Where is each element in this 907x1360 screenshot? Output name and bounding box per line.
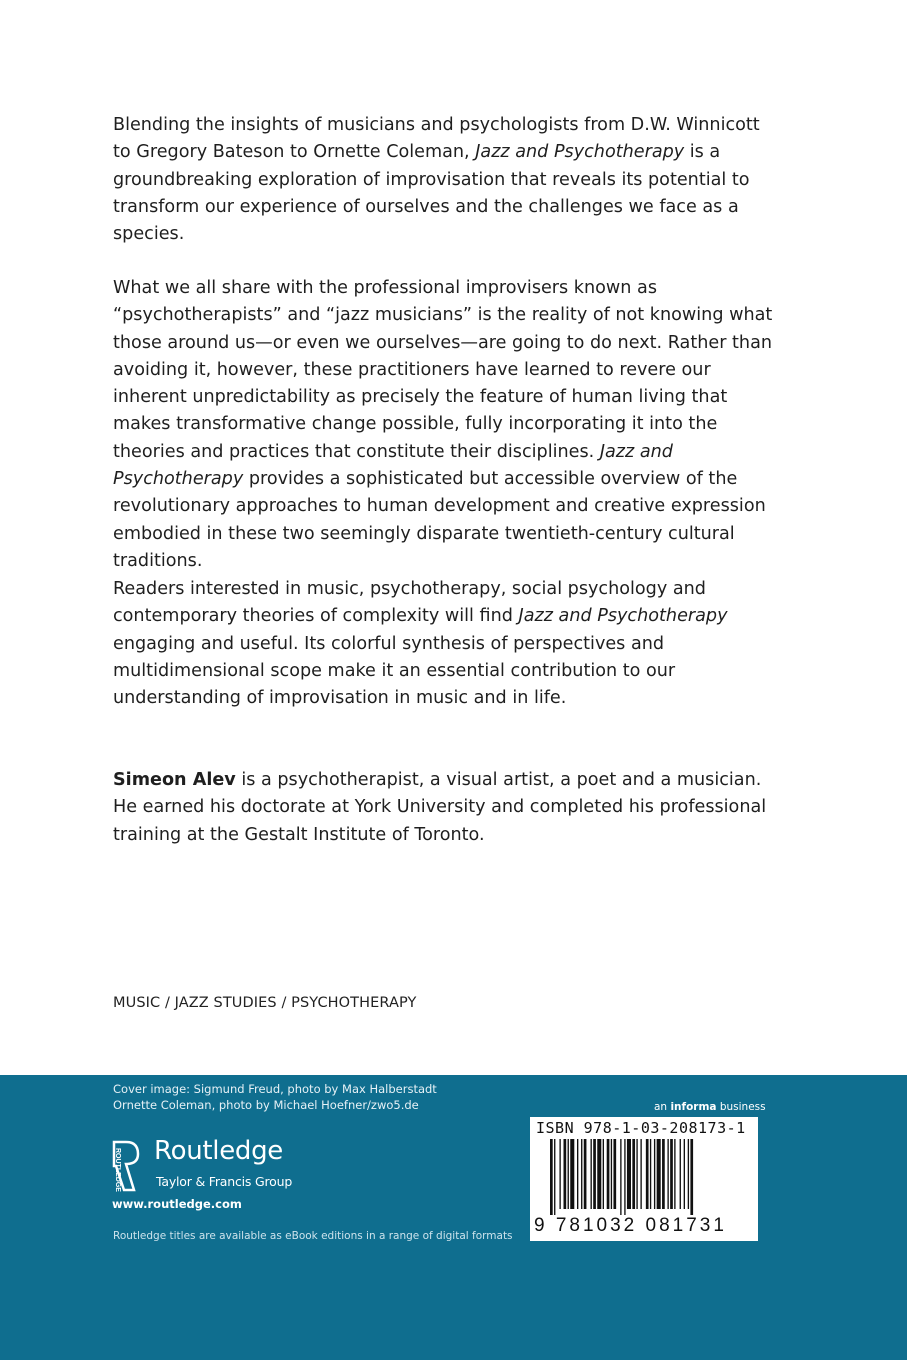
barcode-bar	[657, 1139, 661, 1209]
author-bio-text: is a psychotherapist, a visual artist, a poet and a musician. He earned his doctorate at York University and completed his professional training at the Gestalt Institute of Toronto.	[113, 770, 767, 845]
barcode-bar	[667, 1139, 668, 1209]
barcode-bar	[564, 1139, 567, 1209]
barcode-bar	[640, 1139, 641, 1209]
barcode-number: 9 781032 081731	[534, 1215, 727, 1236]
barcode-bar	[620, 1139, 621, 1215]
credit-line-2: Ornette Coleman, photo by Michael Hoefner/zwo5.de	[113, 1098, 419, 1112]
informa-bold: informa	[670, 1101, 717, 1113]
para1-book-title: Jazz and Psychotherapy	[475, 142, 685, 163]
barcode-bar	[688, 1139, 689, 1209]
barcode-bar	[577, 1139, 578, 1209]
para1-after: is a groundbreaking exploration of improvisation that reveals its potential to transform our experience of ourselves and the challenges we face as a species.	[113, 142, 750, 245]
informa-prefix: an	[654, 1101, 671, 1113]
isbn-text: ISBN 978-1-03-208173-1	[536, 1119, 746, 1137]
barcode-bar	[554, 1139, 555, 1215]
barcode-bar	[584, 1139, 587, 1209]
barcode-bar	[613, 1139, 616, 1209]
ebook-note: Routledge titles are available as eBook editions in a range of digital formats	[113, 1230, 513, 1242]
routledge-logo	[112, 1136, 312, 1192]
barcode-bar	[603, 1139, 604, 1209]
barcode-bar	[550, 1139, 553, 1215]
barcode-bar	[674, 1139, 675, 1209]
barcode-bar	[624, 1139, 625, 1215]
barcode-box	[530, 1117, 758, 1241]
barcode-bar	[662, 1139, 665, 1209]
barcode-bar	[611, 1139, 612, 1209]
para1-before: Blending the insights of musicians and psychologists from D.W. Winnicott to Gregory Bateson to Ornette Coleman,	[113, 115, 760, 163]
barcode-bar	[654, 1139, 655, 1209]
barcode-bar	[597, 1139, 601, 1209]
barcode-bar	[568, 1139, 569, 1209]
barcode-bar	[650, 1139, 651, 1209]
author-bio	[113, 767, 773, 849]
publisher-name: Routledge	[154, 1136, 284, 1166]
para2-book-title: Jazz and Psychotherapy	[113, 441, 673, 490]
para3-after: engaging and useful. Its colorful synthesis of perspectives and multidimensional scope make it an essential contribution to our understanding of improvisation in music and in life.	[113, 633, 676, 709]
barcode-bar	[684, 1139, 685, 1209]
credit-line-1: Cover image: Sigmund Freud, photo by Max Halberstadt	[113, 1082, 437, 1096]
publisher-subtitle: Taylor & Francis Group	[156, 1174, 293, 1189]
informa-tagline	[654, 1101, 766, 1113]
cover-credits	[113, 1081, 437, 1113]
subject-category: MUSIC / JAZZ STUDIES / PSYCHOTHERAPY	[113, 995, 417, 1011]
barcode-bar	[593, 1139, 596, 1209]
publisher-website: www.routledge.com	[112, 1197, 242, 1211]
svg-text:ROUTLEDGE: ROUTLEDGE	[114, 1148, 121, 1192]
barcode-bar	[632, 1139, 635, 1209]
para2-after: provides a sophisticated but accessible overview of the revolutionary approaches to human development and creative expression embodied in these two seemingly disparate twentieth-century cultural traditions.	[113, 469, 766, 571]
informa-suffix: business	[716, 1101, 766, 1113]
barcode-bar	[627, 1139, 631, 1209]
barcode-bar	[570, 1139, 574, 1209]
barcode-bar	[559, 1139, 560, 1209]
barcode-bar	[581, 1139, 582, 1209]
para3-book-title: Jazz and Psychotherapy	[518, 606, 728, 627]
description-paragraph-2	[113, 275, 773, 575]
para3-before: Readers interested in music, psychotherapy, social psychology and contemporary theories of complexity will find	[113, 579, 706, 627]
barcode-bar	[690, 1139, 693, 1215]
para2-before: What we all share with the professional improvisers known as “psychotherapists” and “jazz musicians” is the reality of not knowing what those around us—or even we ourselves—are going to do next. Rather than avoiding it, however, these practitioners have learned to revere our inherent unpredictability as precisely the feature of human living that makes transformative change possible, fully incorporating it into the theories and practices that constitute their disciplines.	[113, 278, 773, 462]
barcode-bar	[636, 1139, 637, 1209]
barcode-bar	[670, 1139, 673, 1209]
description-paragraph-1	[113, 112, 773, 248]
barcode-bar	[591, 1139, 592, 1209]
barcode	[536, 1139, 752, 1215]
description-paragraph-3	[113, 576, 773, 712]
barcode-bar	[680, 1139, 681, 1209]
barcode-bar	[646, 1139, 649, 1209]
barcode-bar	[607, 1139, 610, 1209]
routledge-mark-icon	[112, 1140, 144, 1192]
footer-band	[0, 1075, 907, 1360]
author-name: Simeon Alev	[113, 770, 236, 790]
